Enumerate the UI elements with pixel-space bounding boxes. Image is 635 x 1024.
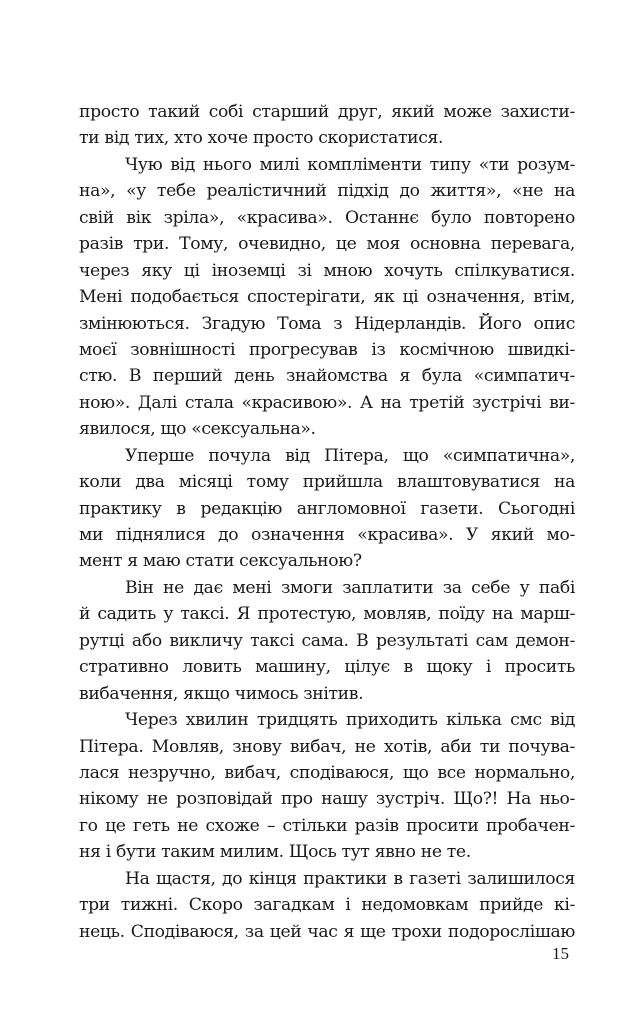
text-line: вибачення, якщо чимось знітив. [79, 683, 364, 704]
text-line: лася незручно, вибач, сподіваюся, що все нормально, [79, 762, 575, 783]
paragraph [79, 707, 575, 866]
text-line: Пітера. Мовляв, знову вибач, не хотів, аби ти почува- [79, 736, 575, 757]
paragraph [79, 443, 575, 575]
text-line: ти від тих, хто хоче просто скористатися. [79, 128, 444, 149]
text-line: моєї зовнішності прогресував із космічною швидкі- [79, 339, 575, 360]
text-line: мент я маю стати сексуальною? [79, 551, 362, 572]
text-line: разів три. Тому, очевидно, це моя основна перевага, [79, 234, 575, 255]
text-line: Він не дає мені змоги заплатити за себе у пабі [125, 577, 575, 598]
text-line: через яку ці іноземці зі мною хочуть спілкуватися. [79, 260, 575, 281]
page-number: 15 [552, 944, 569, 963]
text-line: стративно ловить машину, цілує в щоку і просить [79, 657, 575, 678]
text-line: змінюються. Згадую Тома з Нідерландів. Його опис [79, 313, 575, 334]
text-line: Чую від нього милі компліменти типу «ти розум- [125, 154, 575, 175]
paragraph [79, 152, 575, 443]
text-line: Уперше почула від Пітера, що «симпатична», [125, 445, 575, 466]
text-line: просто такий собі старший друг, який може захисти- [79, 102, 575, 122]
text-line: ною». Далі стала «красивою». А на третій зустрічі ви- [79, 392, 575, 413]
text-line: го це геть не схоже – стільки разів просити пробачен- [79, 815, 575, 836]
text-line: явилося, що «сексуальна». [79, 419, 316, 440]
text-line: Мені подобається спостерігати, як ці означення, втім, [79, 287, 575, 308]
text-line: три тижні. Скоро загадкам і недомовкам прийде кі- [79, 895, 575, 916]
page-body [79, 99, 575, 945]
text-line: ня і бути таким милим. Щось тут явно не те. [79, 842, 471, 863]
text-line: на», «у тебе реалістичний підхід до життя», «не на [79, 181, 575, 202]
paragraph [79, 575, 575, 707]
text-line: коли два місяці тому прийшла влаштовуватися на [79, 472, 575, 493]
text-line: ми піднялися до означення «красива». У який мо- [79, 525, 575, 545]
text-line: стю. В перший день знайомства я була «симпатич- [79, 366, 575, 387]
paragraph [79, 866, 575, 945]
text-line: рутці або викличу таксі сама. В результаті сам демон- [79, 630, 575, 651]
text-line: нікому не розповідай про нашу зустріч. Що?! На ньо- [79, 789, 575, 810]
text-line: нець. Сподіваюся, за цей час я ще трохи подорослішаю [79, 921, 575, 942]
text-line: На щастя, до кінця практики в газеті залишилося [125, 868, 575, 889]
text-line: свій вік зріла», «красива». Останнє було повторено [79, 207, 575, 228]
text-line: практику в редакцію англомовної газети. Сьогодні [79, 498, 575, 519]
paragraph [79, 99, 575, 152]
text-line: Через хвилин тридцять приходить кілька смс від [125, 710, 575, 731]
text-line: й садить у таксі. Я протестую, мовляв, поїду на марш- [79, 604, 575, 625]
